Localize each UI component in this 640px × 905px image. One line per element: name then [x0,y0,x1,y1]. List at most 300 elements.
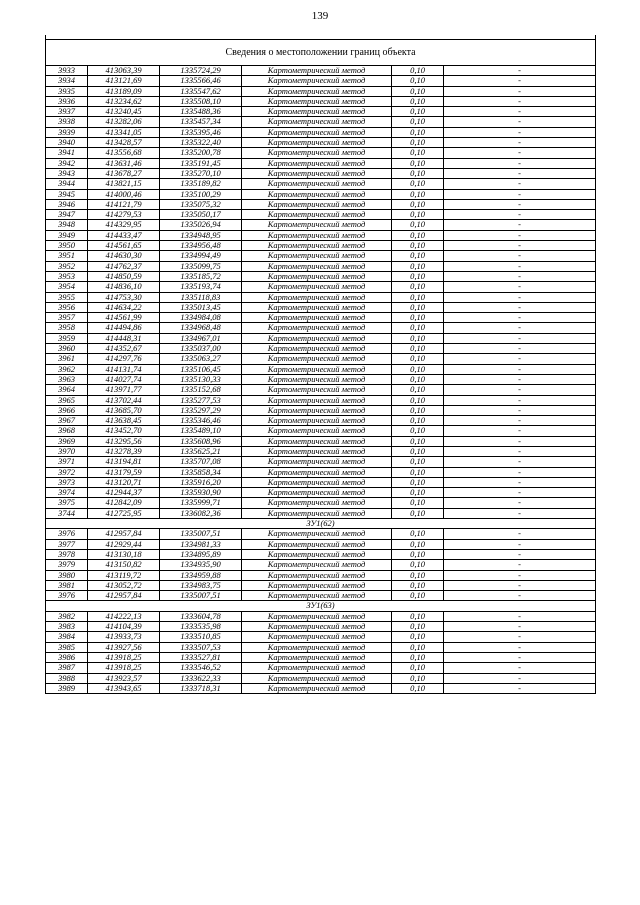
y-coordinate-cell: 1335007,51 [160,529,242,539]
y-coordinate-cell: 1335346,46 [160,416,242,426]
y-coordinate-cell: 1335322,40 [160,138,242,148]
table-row [46,508,596,518]
point-number-cell: 3969 [46,436,88,446]
y-coordinate-cell: 1335100,29 [160,189,242,199]
accuracy-cell: 0,10 [392,313,444,323]
point-number-cell: 3984 [46,632,88,642]
method-cell: Картометрический метод [242,354,392,364]
x-coordinate-cell: 414279,53 [88,210,160,220]
method-cell: Картометрический метод [242,344,392,354]
y-coordinate-cell: 1335930,90 [160,488,242,498]
point-number-cell: 3958 [46,323,88,333]
y-coordinate-cell: 1335189,82 [160,179,242,189]
y-coordinate-cell: 1333604,78 [160,611,242,621]
description-cell: - [444,467,596,477]
y-coordinate-cell: 1334935,90 [160,560,242,570]
method-cell: Картометрический метод [242,282,392,292]
y-coordinate-cell: 1335106,45 [160,364,242,374]
accuracy-cell: 0,10 [392,292,444,302]
method-cell: Картометрический метод [242,271,392,281]
x-coordinate-cell: 413556,68 [88,148,160,158]
description-cell: - [444,230,596,240]
x-coordinate-cell: 413130,18 [88,549,160,559]
method-cell: Картометрический метод [242,76,392,86]
accuracy-cell: 0,10 [392,673,444,683]
table-row [46,282,596,292]
description-cell: - [444,426,596,436]
y-coordinate-cell: 1334984,08 [160,313,242,323]
table-row [46,477,596,487]
point-number-cell: 3947 [46,210,88,220]
description-cell: - [444,168,596,178]
description-cell: - [444,189,596,199]
point-number-cell: 3981 [46,580,88,590]
table-row [46,107,596,117]
method-cell: Картометрический метод [242,436,392,446]
method-cell: Картометрический метод [242,138,392,148]
method-cell: Картометрический метод [242,117,392,127]
accuracy-cell: 0,10 [392,117,444,127]
point-number-cell: 3941 [46,148,88,158]
table-row [46,673,596,683]
point-number-cell: 3950 [46,241,88,251]
point-number-cell: 3962 [46,364,88,374]
method-cell: Картометрический метод [242,230,392,240]
point-number-cell: 3979 [46,560,88,570]
description-cell: - [444,446,596,456]
x-coordinate-cell: 413821,15 [88,179,160,189]
table-row [46,611,596,621]
description-cell: - [444,117,596,127]
x-coordinate-cell: 413179,59 [88,467,160,477]
table-title: Сведения о местоположении границ объекта [46,40,596,66]
y-coordinate-cell: 1334895,89 [160,549,242,559]
point-number-cell: 3935 [46,86,88,96]
accuracy-cell: 0,10 [392,179,444,189]
y-coordinate-cell: 1335608,96 [160,436,242,446]
accuracy-cell: 0,10 [392,210,444,220]
x-coordinate-cell: 414836,10 [88,282,160,292]
accuracy-cell: 0,10 [392,127,444,137]
accuracy-cell: 0,10 [392,220,444,230]
accuracy-cell: 0,10 [392,282,444,292]
x-coordinate-cell: 414850,59 [88,271,160,281]
method-cell: Картометрический метод [242,148,392,158]
description-cell: - [444,344,596,354]
description-cell: - [444,498,596,508]
description-cell: - [444,271,596,281]
x-coordinate-cell: 414329,95 [88,220,160,230]
description-cell: - [444,354,596,364]
description-cell: - [444,220,596,230]
table-row [46,560,596,570]
y-coordinate-cell: 1333546,52 [160,663,242,673]
y-coordinate-cell: 1335395,46 [160,127,242,137]
y-coordinate-cell: 1335063,27 [160,354,242,364]
x-coordinate-cell: 413150,82 [88,560,160,570]
accuracy-cell: 0,10 [392,241,444,251]
x-coordinate-cell: 413234,62 [88,96,160,106]
accuracy-cell: 0,10 [392,364,444,374]
method-cell: Картометрический метод [242,508,392,518]
description-cell: - [444,652,596,662]
description-cell: - [444,642,596,652]
table-row [46,385,596,395]
accuracy-cell: 0,10 [392,611,444,621]
method-cell: Картометрический метод [242,220,392,230]
accuracy-cell: 0,10 [392,426,444,436]
y-coordinate-cell: 1335457,34 [160,117,242,127]
accuracy-cell: 0,10 [392,405,444,415]
point-number-cell: 3936 [46,96,88,106]
point-number-cell: 3974 [46,488,88,498]
point-number-cell: 3987 [46,663,88,673]
method-cell: Картометрический метод [242,652,392,662]
table-row [46,199,596,209]
accuracy-cell: 0,10 [392,230,444,240]
y-coordinate-cell: 1335013,45 [160,302,242,312]
method-cell: Картометрический метод [242,168,392,178]
point-number-cell: 3938 [46,117,88,127]
point-number-cell: 3951 [46,251,88,261]
description-cell: - [444,416,596,426]
point-number-cell: 3982 [46,611,88,621]
y-coordinate-cell: 1334967,01 [160,333,242,343]
table-row [46,457,596,467]
table-row [46,292,596,302]
accuracy-cell: 0,10 [392,539,444,549]
x-coordinate-cell: 414494,86 [88,323,160,333]
description-cell: - [444,580,596,590]
point-number-cell: 3963 [46,374,88,384]
method-cell: Картометрический метод [242,426,392,436]
accuracy-cell: 0,10 [392,529,444,539]
point-number-cell: 3942 [46,158,88,168]
y-coordinate-cell: 1336082,36 [160,508,242,518]
x-coordinate-cell: 414630,30 [88,251,160,261]
method-cell: Картометрический метод [242,405,392,415]
accuracy-cell: 0,10 [392,549,444,559]
description-cell: - [444,127,596,137]
accuracy-cell: 0,10 [392,591,444,601]
table-row [46,168,596,178]
x-coordinate-cell: 413119,72 [88,570,160,580]
table-row [46,333,596,343]
description-cell: - [444,508,596,518]
description-cell: - [444,529,596,539]
section-label: ЗУ1(63) [46,601,596,611]
x-coordinate-cell: 414131,74 [88,364,160,374]
table-row [46,189,596,199]
accuracy-cell: 0,10 [392,333,444,343]
x-coordinate-cell: 412929,44 [88,539,160,549]
point-number-cell: 3939 [46,127,88,137]
section-label: ЗУ1(62) [46,519,596,529]
method-cell: Картометрический метод [242,529,392,539]
x-coordinate-cell: 413063,39 [88,66,160,76]
table-row [46,261,596,271]
x-coordinate-cell: 413121,69 [88,76,160,86]
description-cell: - [444,282,596,292]
accuracy-cell: 0,10 [392,446,444,456]
accuracy-cell: 0,10 [392,395,444,405]
description-cell: - [444,436,596,446]
point-number-cell: 3983 [46,622,88,632]
table-row [46,220,596,230]
table-row [46,138,596,148]
table-row [46,405,596,415]
accuracy-cell: 0,10 [392,344,444,354]
accuracy-cell: 0,10 [392,580,444,590]
y-coordinate-cell: 1335099,75 [160,261,242,271]
table-row [46,539,596,549]
x-coordinate-cell: 413943,65 [88,683,160,693]
point-number-cell: 3955 [46,292,88,302]
y-coordinate-cell: 1335152,68 [160,385,242,395]
method-cell: Картометрический метод [242,66,392,76]
table-row [46,632,596,642]
point-number-cell: 3977 [46,539,88,549]
x-coordinate-cell: 413240,45 [88,107,160,117]
description-cell: - [444,683,596,693]
y-coordinate-cell: 1335050,17 [160,210,242,220]
point-number-cell: 3956 [46,302,88,312]
y-coordinate-cell: 1333535,98 [160,622,242,632]
description-cell: - [444,591,596,601]
x-coordinate-cell: 413631,46 [88,158,160,168]
y-coordinate-cell: 1335270,10 [160,168,242,178]
y-coordinate-cell: 1335118,83 [160,292,242,302]
point-number-cell: 3988 [46,673,88,683]
method-cell: Картометрический метод [242,333,392,343]
x-coordinate-cell: 412944,37 [88,488,160,498]
point-number-cell: 3973 [46,477,88,487]
y-coordinate-cell: 1335130,33 [160,374,242,384]
point-number-cell: 3952 [46,261,88,271]
method-cell: Картометрический метод [242,86,392,96]
x-coordinate-cell: 414448,31 [88,333,160,343]
description-cell: - [444,632,596,642]
accuracy-cell: 0,10 [392,652,444,662]
accuracy-cell: 0,10 [392,271,444,281]
description-cell: - [444,374,596,384]
method-cell: Картометрический метод [242,467,392,477]
table-title-row [46,40,596,66]
method-cell: Картометрический метод [242,199,392,209]
accuracy-cell: 0,10 [392,622,444,632]
description-cell: - [444,549,596,559]
description-cell: - [444,261,596,271]
y-coordinate-cell: 1335566,46 [160,76,242,86]
point-number-cell: 3933 [46,66,88,76]
point-number-cell: 3980 [46,570,88,580]
point-number-cell: 3960 [46,344,88,354]
y-coordinate-cell: 1335277,53 [160,395,242,405]
point-number-cell: 3744 [46,508,88,518]
description-cell: - [444,364,596,374]
table-row [46,127,596,137]
y-coordinate-cell: 1335075,32 [160,199,242,209]
point-number-cell: 3949 [46,230,88,240]
method-cell: Картометрический метод [242,457,392,467]
y-coordinate-cell: 1333718,31 [160,683,242,693]
x-coordinate-cell: 413052,72 [88,580,160,590]
point-number-cell: 3964 [46,385,88,395]
accuracy-cell: 0,10 [392,251,444,261]
y-coordinate-cell: 1335191,45 [160,158,242,168]
method-cell: Картометрический метод [242,210,392,220]
method-cell: Картометрический метод [242,539,392,549]
table-row [46,251,596,261]
description-cell: - [444,395,596,405]
method-cell: Картометрический метод [242,673,392,683]
method-cell: Картометрический метод [242,477,392,487]
x-coordinate-cell: 414222,13 [88,611,160,621]
table-row [46,683,596,693]
method-cell: Картометрический метод [242,622,392,632]
accuracy-cell: 0,10 [392,302,444,312]
accuracy-cell: 0,10 [392,570,444,580]
table-row [46,426,596,436]
x-coordinate-cell: 414027,74 [88,374,160,384]
method-cell: Картометрический метод [242,179,392,189]
x-coordinate-cell: 414104,39 [88,622,160,632]
x-coordinate-cell: 413933,73 [88,632,160,642]
table-row [46,230,596,240]
point-number-cell: 3978 [46,549,88,559]
point-number-cell: 3954 [46,282,88,292]
y-coordinate-cell: 1334994,49 [160,251,242,261]
x-coordinate-cell: 412957,84 [88,529,160,539]
table-row [46,354,596,364]
y-coordinate-cell: 1334959,88 [160,570,242,580]
y-coordinate-cell: 1334983,75 [160,580,242,590]
point-number-cell: 3946 [46,199,88,209]
accuracy-cell: 0,10 [392,354,444,364]
table-row [46,580,596,590]
table-row [46,591,596,601]
table-row [46,179,596,189]
x-coordinate-cell: 413971,77 [88,385,160,395]
point-number-cell: 3945 [46,189,88,199]
point-number-cell: 3975 [46,498,88,508]
description-cell: - [444,138,596,148]
description-cell: - [444,323,596,333]
accuracy-cell: 0,10 [392,261,444,271]
page-number: 139 [311,10,329,22]
point-number-cell: 3986 [46,652,88,662]
table-row [46,323,596,333]
x-coordinate-cell: 414561,99 [88,313,160,323]
y-coordinate-cell: 1333507,53 [160,642,242,652]
description-cell: - [444,611,596,621]
description-cell: - [444,385,596,395]
point-number-cell: 3943 [46,168,88,178]
method-cell: Картометрический метод [242,642,392,652]
x-coordinate-cell: 413685,70 [88,405,160,415]
table-row [46,313,596,323]
method-cell: Картометрический метод [242,127,392,137]
x-coordinate-cell: 413918,25 [88,663,160,673]
method-cell: Картометрический метод [242,683,392,693]
accuracy-cell: 0,10 [392,683,444,693]
y-coordinate-cell: 1335297,29 [160,405,242,415]
table-row [46,642,596,652]
y-coordinate-cell: 1333527,81 [160,652,242,662]
y-coordinate-cell: 1335200,78 [160,148,242,158]
method-cell: Картометрический метод [242,560,392,570]
description-cell: - [444,210,596,220]
point-number-cell: 3966 [46,405,88,415]
table-row [46,271,596,281]
description-cell: - [444,179,596,189]
method-cell: Картометрический метод [242,395,392,405]
method-cell: Картометрический метод [242,374,392,384]
point-number-cell: 3965 [46,395,88,405]
description-cell: - [444,292,596,302]
y-coordinate-cell: 1335916,20 [160,477,242,487]
method-cell: Картометрический метод [242,385,392,395]
point-number-cell: 3989 [46,683,88,693]
accuracy-cell: 0,10 [392,138,444,148]
accuracy-cell: 0,10 [392,199,444,209]
description-cell: - [444,333,596,343]
method-cell: Картометрический метод [242,189,392,199]
method-cell: Картометрический метод [242,251,392,261]
method-cell: Картометрический метод [242,96,392,106]
accuracy-cell: 0,10 [392,189,444,199]
description-cell: - [444,539,596,549]
table-row [46,652,596,662]
point-number-cell: 3976 [46,591,88,601]
description-cell: - [444,251,596,261]
table-row [46,76,596,86]
description-cell: - [444,66,596,76]
x-coordinate-cell: 413189,09 [88,86,160,96]
x-coordinate-cell: 413282,06 [88,117,160,127]
table-row [46,467,596,477]
description-cell: - [444,241,596,251]
table-row [46,529,596,539]
x-coordinate-cell: 414352,67 [88,344,160,354]
x-coordinate-cell: 413927,56 [88,642,160,652]
point-number-cell: 3968 [46,426,88,436]
y-coordinate-cell: 1335193,74 [160,282,242,292]
x-coordinate-cell: 414433,47 [88,230,160,240]
point-number-cell: 3959 [46,333,88,343]
y-coordinate-cell: 1335999,71 [160,498,242,508]
x-coordinate-cell: 413295,56 [88,436,160,446]
accuracy-cell: 0,10 [392,498,444,508]
description-cell: - [444,96,596,106]
point-number-cell: 3948 [46,220,88,230]
y-coordinate-cell: 1335026,94 [160,220,242,230]
y-coordinate-cell: 1335724,29 [160,66,242,76]
section-header-row [46,601,596,611]
table-row [46,364,596,374]
description-cell: - [444,302,596,312]
y-coordinate-cell: 1335858,34 [160,467,242,477]
table-row [46,622,596,632]
x-coordinate-cell: 414561,65 [88,241,160,251]
point-number-cell: 3937 [46,107,88,117]
accuracy-cell: 0,10 [392,158,444,168]
method-cell: Картометрический метод [242,611,392,621]
description-cell: - [444,76,596,86]
y-coordinate-cell: 1335488,36 [160,107,242,117]
table-row [46,416,596,426]
accuracy-cell: 0,10 [392,508,444,518]
